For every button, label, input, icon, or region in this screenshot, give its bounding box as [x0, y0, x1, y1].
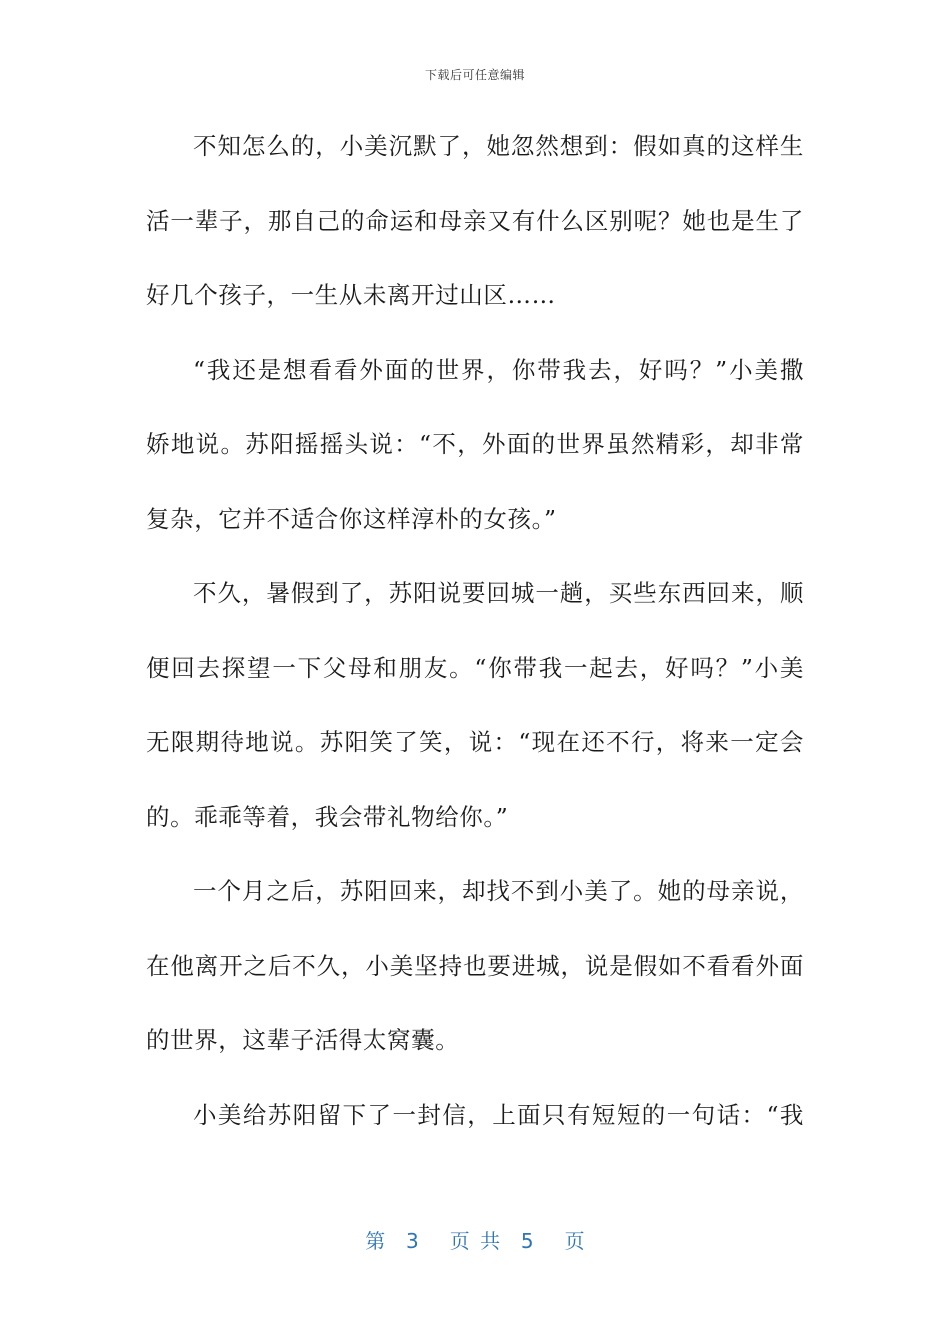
text-line: 不久，暑假到了，苏阳说要回城一趟，买些东西回来，顺 [193, 579, 804, 607]
text-line: “我还是想看看外面的世界，你带我去，好吗？”小美撒 [193, 355, 804, 384]
page-header: 下载后可任意编辑 [424, 68, 525, 82]
text-line: 不知怎么的，小美沉默了，她忽然想到：假如真的这样生 [193, 132, 804, 160]
text-line: 的世界，这辈子活得太窝囊。 [146, 1026, 460, 1054]
text-line: 活一辈子，那自己的命运和母亲又有什么区别呢？她也是生了 [146, 206, 804, 235]
document-body [146, 122, 804, 1165]
text-line: 小美给苏阳留下了一封信，上面只有短短的一句话：“我 [193, 1100, 804, 1129]
text-line: 便回去探望一下父母和朋友。“你带我一起去，好吗？”小美 [146, 653, 804, 682]
text-line: 一个月之后，苏阳回来，却找不到小美了。她的母亲说， [193, 877, 804, 905]
text-line: 娇地说。苏阳摇摇头说：“不，外面的世界虽然精彩，却非常 [146, 430, 804, 458]
text-line: 复杂，它并不适合你这样淳朴的女孩。” [146, 504, 557, 533]
text-line: 好几个孩子，一生从未离开过山区…… [146, 281, 556, 309]
page-number-footer: 第 3 页 共 5 页 [365, 1229, 585, 1253]
text-line: 在他离开之后不久，小美坚持也要进城，说是假如不看看外面 [146, 951, 804, 980]
text-line: 的。乖乖等着，我会带礼物给你。” [146, 802, 509, 831]
text-line: 无限期待地说。苏阳笑了笑，说：“现在还不行，将来一定会 [146, 728, 804, 756]
